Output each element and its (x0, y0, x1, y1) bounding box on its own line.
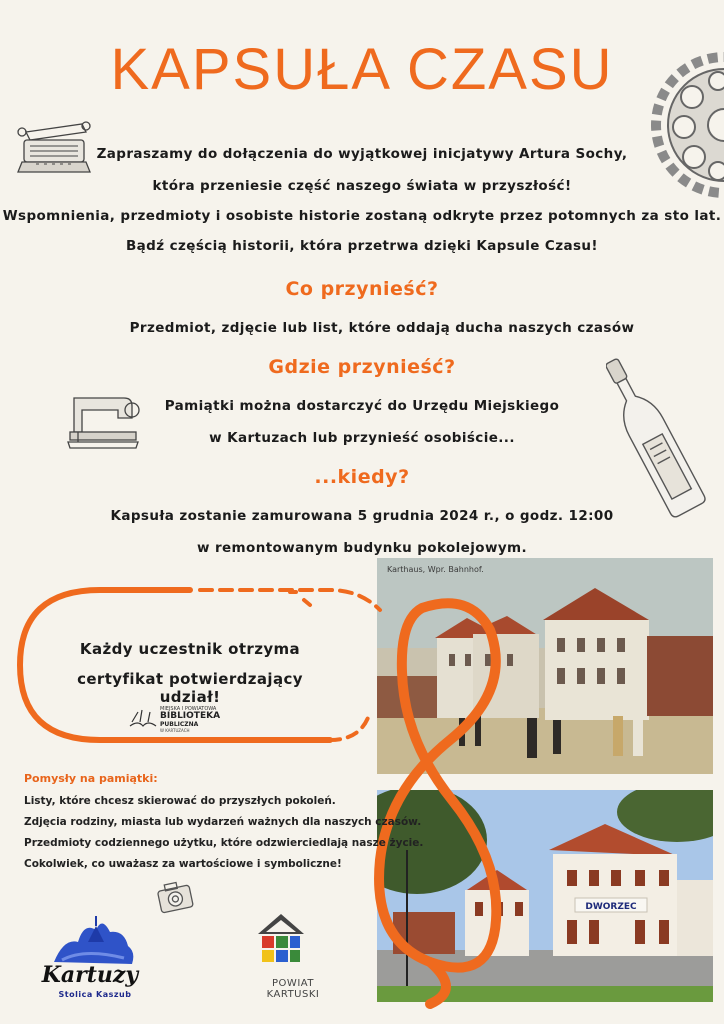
when-heading: ...kiedy? (314, 466, 410, 488)
idea-item: Listy, które chcesz skierować do przyszłych pokoleń. (24, 795, 336, 807)
library-label-tiny: W KARTUZACH (160, 728, 190, 733)
intro-line-1: Zapraszamy do dołączenia do wyjątkowej inicjatywy Artura Sochy, (96, 146, 628, 162)
idea-item: Zdjęcia rodziny, miasta lub wydarzeń ważnych dla naszych czasów. (24, 816, 422, 828)
what-heading: Co przynieść? (285, 278, 439, 300)
idea-item: Przedmioty codziennego użytku, które odzwierciedlają nasze życie. (24, 837, 424, 849)
ideas-heading: Pomysły na pamiątki: (24, 772, 158, 785)
intro-line-2: która przeniesie część naszego świata w przyszłość! (152, 178, 572, 194)
powiat-label: POWIAT KARTUSKI (266, 978, 320, 1000)
where-heading: Gdzie przynieść? (268, 356, 456, 378)
where-line-2: w Kartuzach lub przynieść osobiście... (209, 430, 515, 446)
certificate-line-1: Każdy uczestnik otrzyma (79, 640, 301, 658)
where-line-1: Pamiątki można dostarczyć do Urzędu Miejskiego (164, 398, 560, 414)
camera-icon (155, 878, 195, 916)
kartuzy-subtitle: Stolica Kaszub (58, 990, 132, 999)
powiat-logo (256, 912, 306, 968)
library-label-small: MIEJSKA I POWIATOWA (160, 706, 217, 712)
library-label-sub: PUBLICZNA (160, 721, 199, 728)
kartuzy-wordmark: Kartuzy (41, 962, 139, 988)
poster-title: KAPSUŁA CZASU (110, 37, 614, 102)
intro-line-4: Bądź częścią historii, która przetrwa dzięki Kapsule Czasu! (125, 238, 598, 254)
library-label-big: BIBLIOTEKA (160, 711, 221, 721)
idea-item: Cokolwiek, co uważasz za wartościowe i symboliczne! (24, 858, 342, 870)
book-icon (128, 708, 158, 730)
what-text: Przedmiot, zdjęcie lub list, które oddają ducha naszych czasów (129, 320, 635, 336)
station-sign: DWORZEC (585, 902, 637, 912)
when-line-1: Kapsuła zostanie zamurowana 5 grudnia 2024 r., o godz. 12:00 (110, 508, 614, 524)
old-photo-caption: Karthaus, Wpr. Bahnhof. (387, 565, 484, 574)
when-line-2: w remontowanym budynku pokolejowym. (196, 540, 528, 556)
intro-line-3: Wspomnienia, przedmioty i osobiste historie zostaną odkryte przez potomnych za sto lat. (2, 208, 722, 224)
certificate-line-2: certyfikat potwierdzający udział! (77, 670, 303, 706)
library-logo (128, 706, 228, 734)
